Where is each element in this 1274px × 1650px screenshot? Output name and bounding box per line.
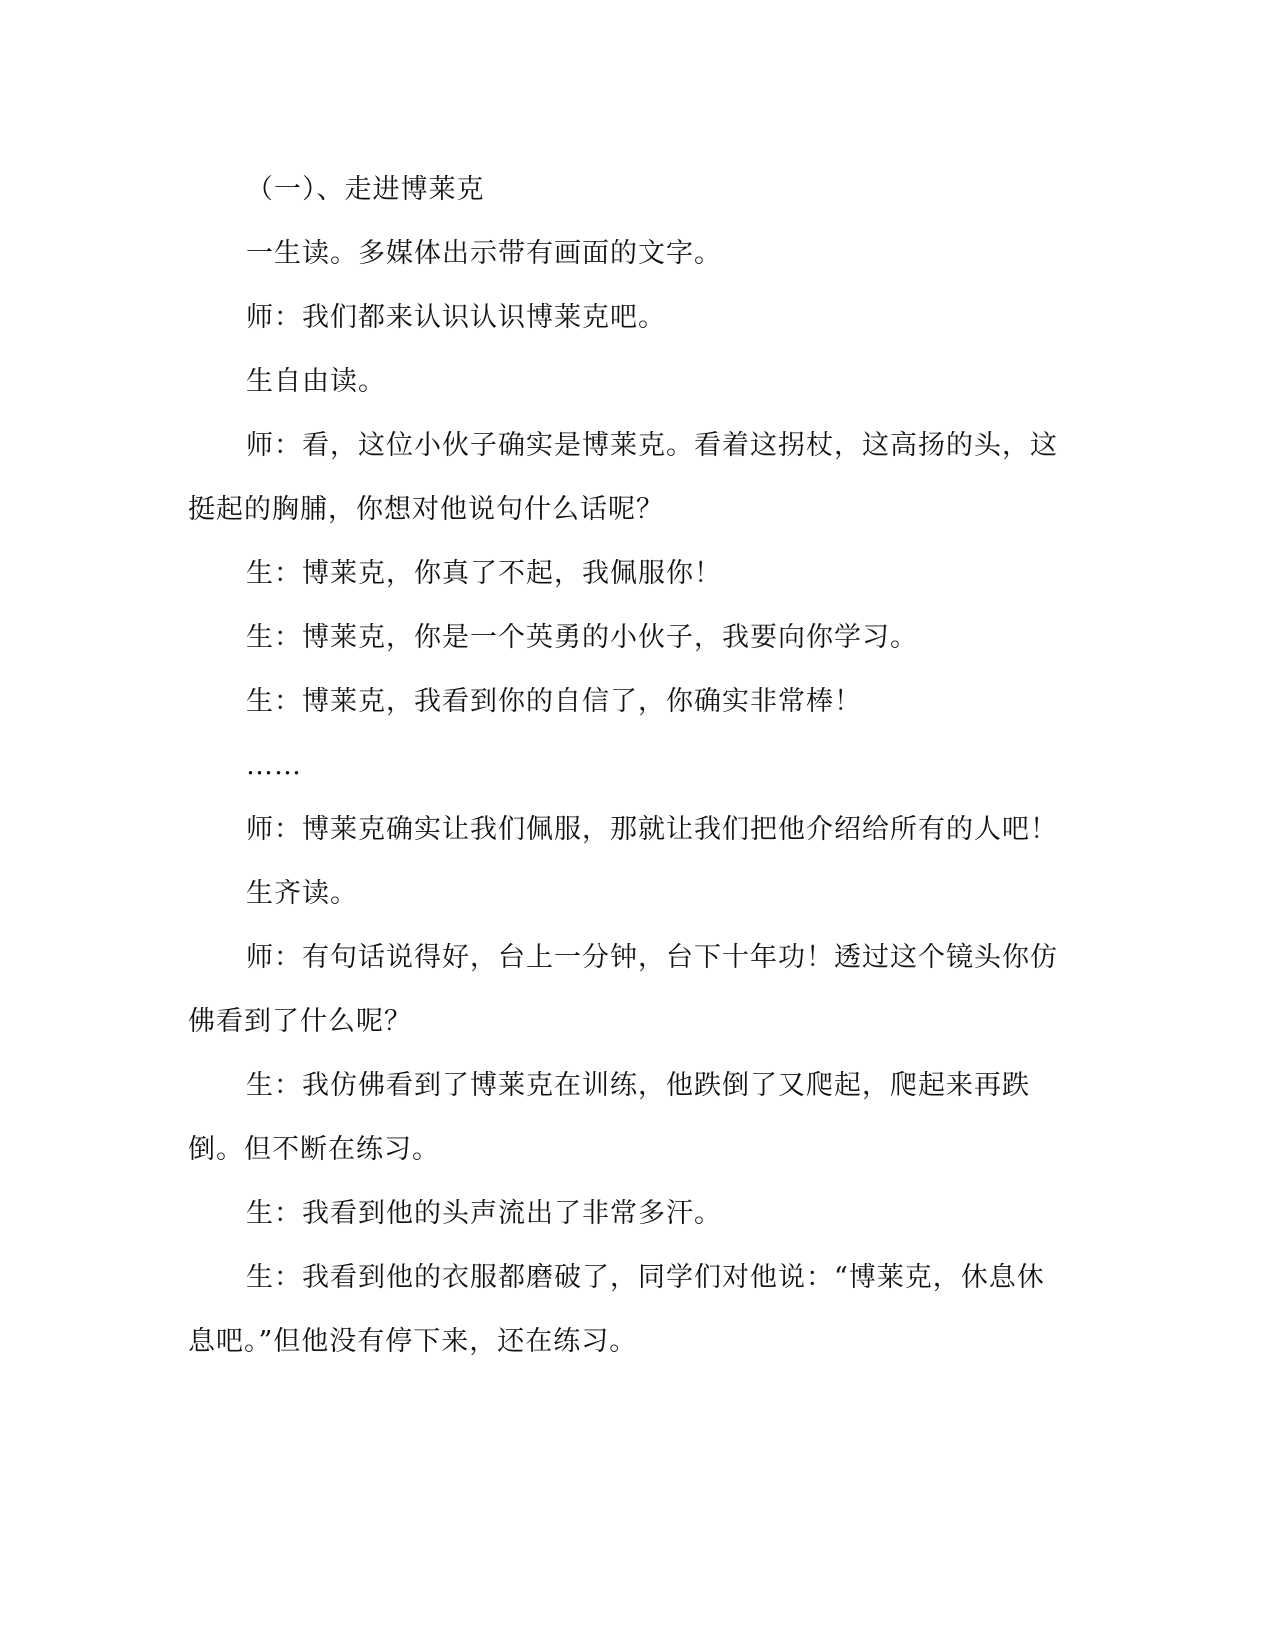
paragraph: 生：我看到他的衣服都磨破了，同学们对他说：“博莱克，休息休息吧。”但他没有停下来，还在练习。 — [188, 1262, 1045, 1357]
document-body — [188, 158, 1068, 1374]
paragraph: 师：有句话说得好，台上一分钟，台下十年功！透过这个镜头你仿佛看到了什么呢？ — [188, 942, 1058, 1037]
paragraph: 师：我们都来认识认识博莱克吧。 — [246, 302, 666, 333]
paragraph: 师：看，这位小伙子确实是博莱克。看着这拐杖，这高扬的头，这挺起的胸脯，你想对他说句什么话呢？ — [188, 430, 1058, 525]
paragraph: 一生读。多媒体出示带有画面的文字。 — [246, 238, 722, 269]
paragraph: 生：我仿佛看到了博莱克在训练，他跌倒了又爬起，爬起来再跌倒。但不断在练习。 — [188, 1070, 1030, 1165]
paragraph: 生：博莱克，你真了不起，我佩服你！ — [246, 558, 722, 589]
paragraph: 生自由读。 — [246, 366, 386, 397]
paragraph: 生：博莱克，你是一个英勇的小伙子，我要向你学习。 — [246, 622, 918, 653]
paragraph: 生：我看到他的头声流出了非常多汗。 — [246, 1198, 722, 1229]
paragraph: 师：博莱克确实让我们佩服，那就让我们把他介绍给所有的人吧！ — [246, 814, 1058, 845]
paragraph: 生齐读。 — [246, 878, 358, 909]
paragraph: 生：博莱克，我看到你的自信了，你确实非常棒！ — [246, 686, 862, 717]
section-heading: （一）、走进博莱克 — [246, 174, 485, 205]
ellipsis-line: …… — [246, 750, 302, 781]
